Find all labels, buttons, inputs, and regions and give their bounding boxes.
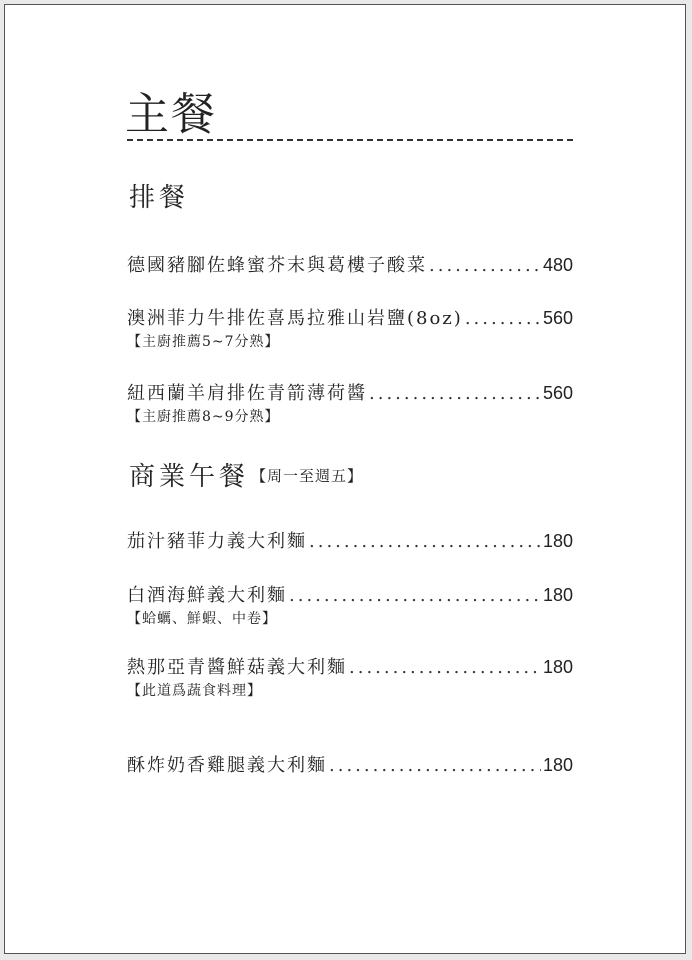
dot-leader [429,255,541,277]
section-title: 排餐 [129,183,190,213]
dot-leader [349,657,541,679]
menu-item-price: 180 [542,755,573,775]
menu-item-note: 【主廚推薦8~9分熟】 [127,409,280,425]
menu-item-price: 560 [542,383,573,403]
menu-item-name: 茄汁豬菲力義大利麵 [127,531,307,552]
menu-item-name: 澳洲菲力牛排佐喜馬拉雅山岩鹽(8oz) [127,308,463,329]
dot-leader [289,585,541,607]
section-title: 商業午餐 [129,462,250,492]
dot-leader [465,308,541,330]
menu-item-name: 紐西蘭羊肩排佐青箭薄荷醬 [127,383,367,404]
menu-item-name: 白酒海鮮義大利麵 [127,585,287,606]
menu-item-price: 180 [542,657,573,677]
section-heading-steaks [129,183,189,213]
menu-item-name: 酥炸奶香雞腿義大利麵 [127,755,327,776]
menu-item-note: 【主廚推薦5~7分熟】 [127,334,280,350]
menu-page [4,4,686,954]
menu-item [127,754,573,777]
menu-item [127,382,573,426]
section-heading-business-lunch [129,461,363,492]
menu-item-price: 180 [542,531,573,551]
menu-item [127,656,573,700]
menu-item [127,584,573,628]
page-title: 主餐 [125,89,217,140]
menu-item-name: 德國豬腳佐蜂蜜芥末與葛樓子酸菜 [127,255,427,276]
title-divider [127,139,573,141]
menu-item-note: 【此道爲蔬食料理】 [127,683,262,699]
menu-item-name: 熱那亞青醬鮮菇義大利麵 [127,657,347,678]
dot-leader [369,383,541,405]
menu-item-price: 560 [542,308,573,328]
menu-item [127,530,573,553]
menu-item-note: 【蛤蠣、鮮蝦、中卷】 [127,611,277,627]
dot-leader [309,531,541,553]
menu-item-price: 480 [542,255,573,275]
section-note: 【周一至週五】 [251,467,364,485]
menu-item-price: 180 [542,585,573,605]
menu-item [127,254,573,277]
dot-leader [329,755,541,777]
menu-item [127,307,573,351]
